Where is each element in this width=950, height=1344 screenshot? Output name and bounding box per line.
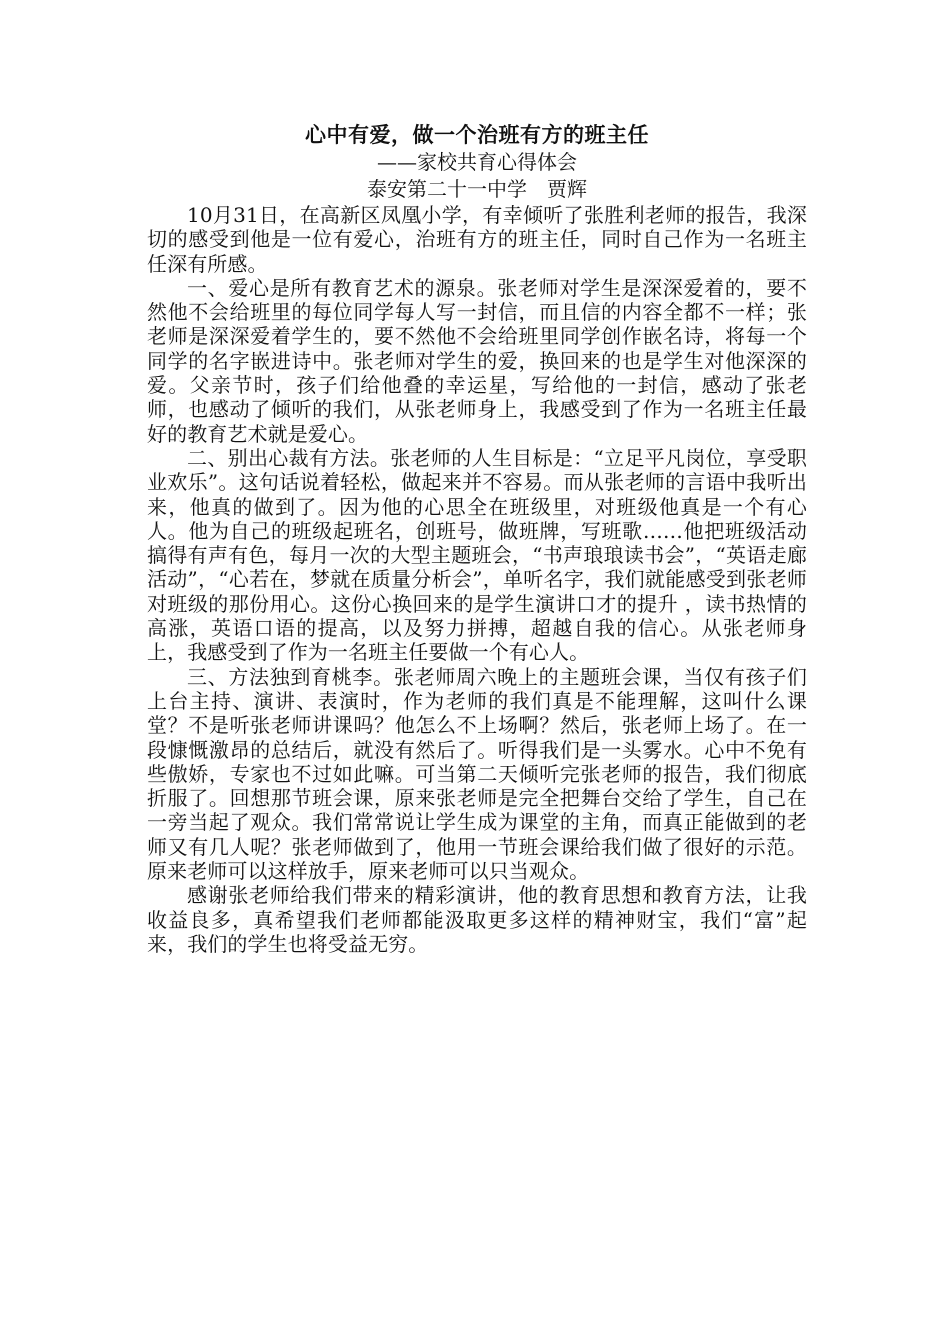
paragraph-section-one: 一、爱心是所有教育艺术的源泉。张老师对学生是深深爱着的，要不然他不会给班里的每位同学每人写一封信，而且信的内容全都不一样；张老师是深深爱着学生的，要不然他不会给班里同学创作嵌名诗，将每一个同学的名字嵌进诗中。张老师对学生的爱，换回来的也是学生对他深深的爱。父亲节时，孩子们给他叠的幸运星，写给他的一封信，感动了张老师，也感动了倾听的我们，从张老师身上，我感受到了作为一名班主任最好的教育艺术就是爱心。 [147, 275, 807, 446]
paragraph-conclusion: 感谢张老师给我们带来的精彩演讲，他的教育思想和教育方法，让我收益良多，真希望我们老师都能汲取更多这样的精神财宝，我们“富”起来，我们的学生也将受益无穷。 [147, 883, 807, 956]
document-author: 泰安第二十一中学 贾辉 [367, 177, 587, 201]
paragraph-section-three: 三、方法独到育桃李。张老师周六晚上的主题班会课，当仅有孩子们上台主持、演讲、表演时，作为老师的我们真是不能理解，这叫什么课堂？不是听张老师讲课吗？他怎么不上场啊？然后，张老师上场了。在一段慷慨激昂的总结后，就没有然后了。听得我们是一头雾水。心中不免有些傲娇，专家也不过如此嘛。可当第二天倾听完张老师的报告，我们彻底折服了。回想那节班会课，原来张老师是完全把舞台交给了学生，自己在一旁当起了观众。我们常常说让学生成为课堂的主角，而真正能做到的老师又有几人呢？张老师做到了，他用一节班会课给我们做了很好的示范。原来老师可以这样放手，原来老师可以只当观众。 [147, 664, 807, 884]
document-subtitle: ——家校共育心得体会 [377, 150, 577, 174]
document-body [147, 121, 807, 956]
paragraph-intro: 10月31日，在高新区凤凰小学，有幸倾听了张胜利老师的报告，我深切的感受到他是一位有爱心，治班有方的班主任，同时自己作为一名班主任深有所感。 [147, 203, 807, 276]
document-title: 心中有爱，做一个治班有方的班主任 [305, 122, 649, 147]
paragraph-section-two: 二、别出心裁有方法。张老师的人生目标是：“立足平凡岗位，享受职业欢乐”。这句话说着轻松，做起来并不容易。而从张老师的言语中我听出来，他真的做到了。因为他的心思全在班级里，对班级他真是一个有心人。他为自己的班级起班名，创班号，做班牌，写班歌……他把班级活动搞得有声有色，每月一次的大型主题班会，“书声琅琅读书会”，“英语走廊活动”，“心若在，梦就在质量分析会”，单听名字，我们就能感受到张老师对班级的那份用心。这份心换回来的是学生演讲口才的提升 ，读书热情的高涨，英语口语的提高，以及努力拼搏，超越自我的信心。从张老师身上，我感受到了作为一名班主任要做一个有心人。 [147, 445, 807, 665]
